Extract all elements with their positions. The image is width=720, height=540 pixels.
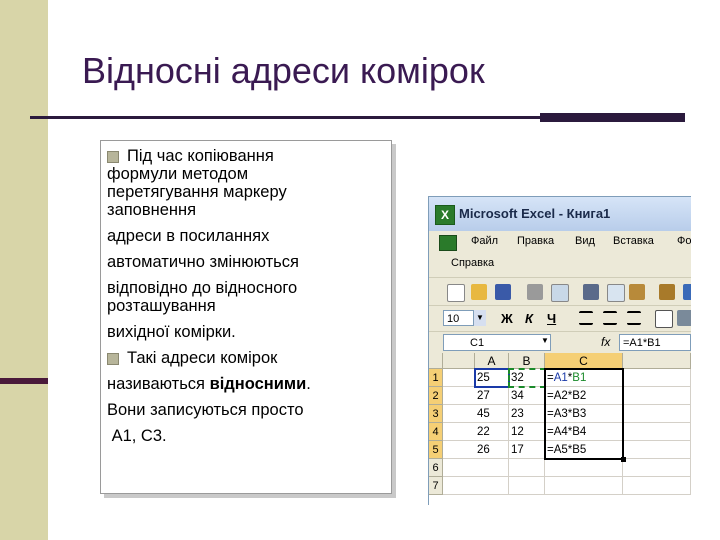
cell-a5[interactable]: 26 [475, 441, 509, 459]
tail-line-1: Вони записуються просто [107, 401, 304, 419]
para-line-1: адреси в посиланнях [107, 227, 270, 245]
formula-bar [429, 331, 691, 354]
name-box-dropdown-icon[interactable]: ▼ [541, 336, 549, 345]
bullet-2 [107, 349, 385, 367]
cell-d1[interactable] [623, 369, 691, 387]
menu-file[interactable]: Файл [471, 235, 499, 247]
menu-edit[interactable]: Правка [517, 235, 555, 247]
format-painter-icon[interactable] [659, 284, 675, 300]
print-icon[interactable] [527, 284, 543, 300]
menu-insert[interactable]: Вставка [613, 235, 654, 247]
menu-format[interactable]: Фо [677, 235, 691, 247]
currency-icon[interactable] [677, 310, 691, 326]
spreadsheet-grid [429, 353, 691, 505]
cell-spacer[interactable] [443, 441, 475, 459]
align-left-icon[interactable] [579, 311, 593, 325]
cell-c3[interactable]: =A3*B3 [545, 405, 623, 423]
bullet-2-line: Такі адреси комірок [127, 349, 278, 367]
cell-d6[interactable] [623, 459, 691, 477]
cell-d3[interactable] [623, 405, 691, 423]
name-box[interactable]: C1 [443, 334, 551, 351]
cell-spacer[interactable] [443, 405, 475, 423]
cell-b2[interactable]: 34 [509, 387, 545, 405]
square-bullet-icon [107, 353, 119, 365]
column-header-c[interactable]: C [545, 353, 623, 369]
bold-button[interactable]: Ж [501, 311, 513, 326]
save-icon[interactable] [495, 284, 511, 300]
row-header-1[interactable]: 1 [429, 369, 443, 387]
bullet-1-line-2: формули методом [107, 165, 249, 183]
reference-highlight-a1 [474, 368, 510, 388]
row-header-2[interactable]: 2 [429, 387, 443, 405]
title-underline-accent [540, 113, 685, 122]
font-size-dropdown-icon[interactable]: ▼ [473, 310, 486, 326]
cell-c2[interactable]: =A2*B2 [545, 387, 623, 405]
excel-menubar [429, 231, 691, 277]
para-line-4: розташування [107, 297, 216, 315]
cell-c5[interactable]: =A5*B5 [545, 441, 623, 459]
font-size-select[interactable]: 10 [443, 310, 485, 326]
column-header-a-spacer [443, 353, 475, 369]
cell-b5[interactable]: 17 [509, 441, 545, 459]
copy-icon[interactable] [607, 284, 625, 302]
column-header-a[interactable]: A [475, 353, 509, 369]
cell-d7[interactable] [623, 477, 691, 495]
cell-b7[interactable] [509, 477, 545, 495]
menu-help[interactable]: Справка [451, 257, 495, 269]
bullet-1-line-4: заповнення [107, 201, 197, 219]
cell-c7[interactable] [545, 477, 623, 495]
cell-c4[interactable]: =A4*B4 [545, 423, 623, 441]
align-right-icon[interactable] [627, 311, 641, 325]
tail-line-2: А1, С3. [107, 427, 167, 445]
explanation-textbox [100, 140, 392, 494]
excel-titlebar [429, 197, 691, 231]
fx-icon[interactable]: fx [601, 335, 611, 349]
excel-window [428, 196, 691, 505]
cell-a4[interactable]: 22 [475, 423, 509, 441]
row-header-3[interactable]: 3 [429, 405, 443, 423]
merge-center-icon[interactable] [655, 310, 673, 328]
align-center-icon[interactable] [603, 311, 617, 325]
cell-spacer[interactable] [443, 369, 475, 387]
cell-spacer[interactable] [443, 423, 475, 441]
italic-button[interactable]: К [525, 311, 533, 326]
cut-icon[interactable] [583, 284, 599, 300]
excel-window-title: Microsoft Excel - Книга1 [459, 206, 611, 221]
fill-handle[interactable] [621, 457, 626, 462]
column-header-d[interactable] [623, 353, 691, 369]
slide-title: Відносні адреси комірок [82, 50, 485, 91]
row-header-7[interactable]: 7 [429, 477, 443, 495]
cell-d4[interactable] [623, 423, 691, 441]
cell-b1[interactable]: 32 [509, 369, 545, 387]
new-icon[interactable] [447, 284, 465, 302]
para-line-2: автоматично змінюються [107, 253, 299, 271]
selected-range-c1-c5 [544, 368, 624, 460]
named-line [107, 375, 385, 393]
cell-a2[interactable]: 27 [475, 387, 509, 405]
square-bullet-icon [107, 151, 119, 163]
formula-input[interactable]: =A1*B1 [619, 334, 691, 351]
menu-view[interactable]: Вид [575, 235, 595, 247]
undo-icon[interactable] [683, 284, 691, 300]
para-line-3: відповідно до відносного [107, 279, 298, 297]
standard-toolbar [429, 277, 691, 306]
cell-c1[interactable]: =A1*B1 [545, 369, 623, 387]
print-preview-icon[interactable] [551, 284, 569, 302]
cell-b4[interactable]: 12 [509, 423, 545, 441]
paste-icon[interactable] [629, 284, 645, 300]
cell-b3[interactable]: 23 [509, 405, 545, 423]
row-header-4[interactable]: 4 [429, 423, 443, 441]
underline-button[interactable]: Ч [547, 311, 557, 326]
cell-a6[interactable] [475, 459, 509, 477]
cell-spacer[interactable] [443, 387, 475, 405]
column-header-b[interactable]: B [509, 353, 545, 369]
bullet-1-line-1: Під час копіювання [127, 147, 274, 165]
open-icon[interactable] [471, 284, 487, 300]
select-all-corner[interactable] [429, 353, 443, 369]
decorative-left-strip [0, 0, 48, 540]
cell-a1[interactable]: 25 [475, 369, 509, 387]
cell-b6[interactable] [509, 459, 545, 477]
cell-d2[interactable] [623, 387, 691, 405]
formatting-toolbar [429, 305, 691, 332]
named-prefix: називаються [107, 375, 210, 393]
workbook-icon[interactable] [439, 235, 457, 251]
cell-d5[interactable] [623, 441, 691, 459]
named-suffix: . [306, 375, 311, 393]
cell-c6[interactable] [545, 459, 623, 477]
cell-spacer[interactable] [443, 459, 475, 477]
named-bold: відносними [209, 375, 307, 393]
bullet-1-line-3: перетягування маркеру [107, 183, 287, 201]
bullet-1 [107, 147, 385, 165]
excel-logo-icon: X [435, 205, 455, 225]
cell-spacer[interactable] [443, 477, 475, 495]
reference-highlight-b1 [508, 368, 546, 388]
cell-a7[interactable] [475, 477, 509, 495]
cell-a3[interactable]: 45 [475, 405, 509, 423]
decorative-left-accent [0, 378, 48, 384]
para-line-5: вихідної комірки. [107, 323, 236, 341]
row-header-6[interactable]: 6 [429, 459, 443, 477]
row-header-5[interactable]: 5 [429, 441, 443, 459]
